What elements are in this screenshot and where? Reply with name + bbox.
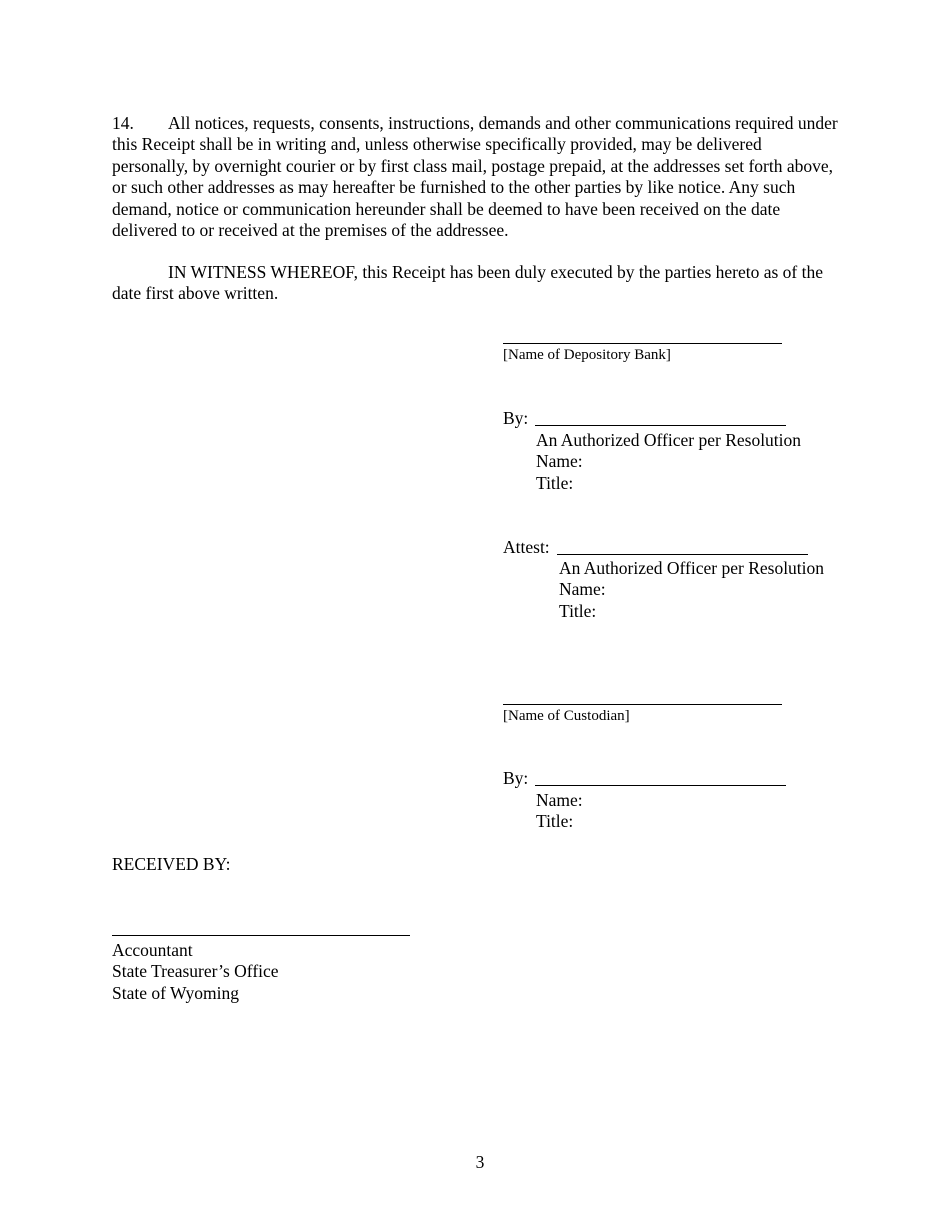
depository-attest-officer: An Authorized Officer per Resolution <box>559 558 825 578</box>
depository-name-placeholder: [Name of Depository Bank] <box>503 347 671 363</box>
received-by-details <box>112 940 279 1004</box>
custodian-by-name: Name: <box>536 790 583 810</box>
depository-by-title: Title: <box>536 472 574 493</box>
depository-attest-details <box>559 558 824 622</box>
depository-by-details <box>536 430 801 494</box>
depository-by-name: Name: <box>536 451 583 472</box>
custodian-by-details <box>536 790 583 833</box>
received-by-state: State of Wyoming <box>112 982 239 1003</box>
section-number: 14. <box>112 113 134 133</box>
depository-attest-label: Attest: <box>503 537 550 557</box>
custodian-by-title: Title: <box>536 811 574 832</box>
depository-attest-name: Name: <box>559 579 606 600</box>
custodian-name-signature-line <box>503 704 782 705</box>
witness-clause: IN WITNESS WHEREOF, this Receipt has been duly executed by the parties hereto as of the date first above written. <box>112 262 824 304</box>
depository-attest-title: Title: <box>559 600 597 621</box>
received-by-label: RECEIVED BY: <box>112 854 231 874</box>
depository-attest-signature-line <box>557 554 808 555</box>
received-by-role: Accountant <box>112 940 193 960</box>
received-by-signature-line <box>112 935 410 936</box>
custodian-by-signature-line <box>535 785 786 786</box>
depository-by-label: By: <box>503 408 529 428</box>
custodian-by-label: By: <box>503 768 529 788</box>
section-14-paragraph <box>112 113 842 241</box>
section-text: All notices, requests, consents, instructions, demands and other communications required under this Receipt shall be in writing and, unless otherwise specifically provided, may be delivered personally, by overnight courier or by first class mail, postage prepaid, at the addresses set forth above, or such other addresses as may hereafter be furnished to the other parties by like notice. Any such demand, notice or communication hereunder shall be deemed to have been received on the date delivered to or received at the premises of the addressee. <box>112 113 838 241</box>
depository-by-signature-line <box>535 425 786 426</box>
custodian-name-placeholder: [Name of Custodian] <box>503 708 630 724</box>
page-number: 3 <box>475 1152 485 1172</box>
depository-name-signature-line <box>503 343 782 344</box>
depository-by-officer: An Authorized Officer per Resolution <box>536 430 802 450</box>
received-by-office: State Treasurer’s Office <box>112 961 279 982</box>
